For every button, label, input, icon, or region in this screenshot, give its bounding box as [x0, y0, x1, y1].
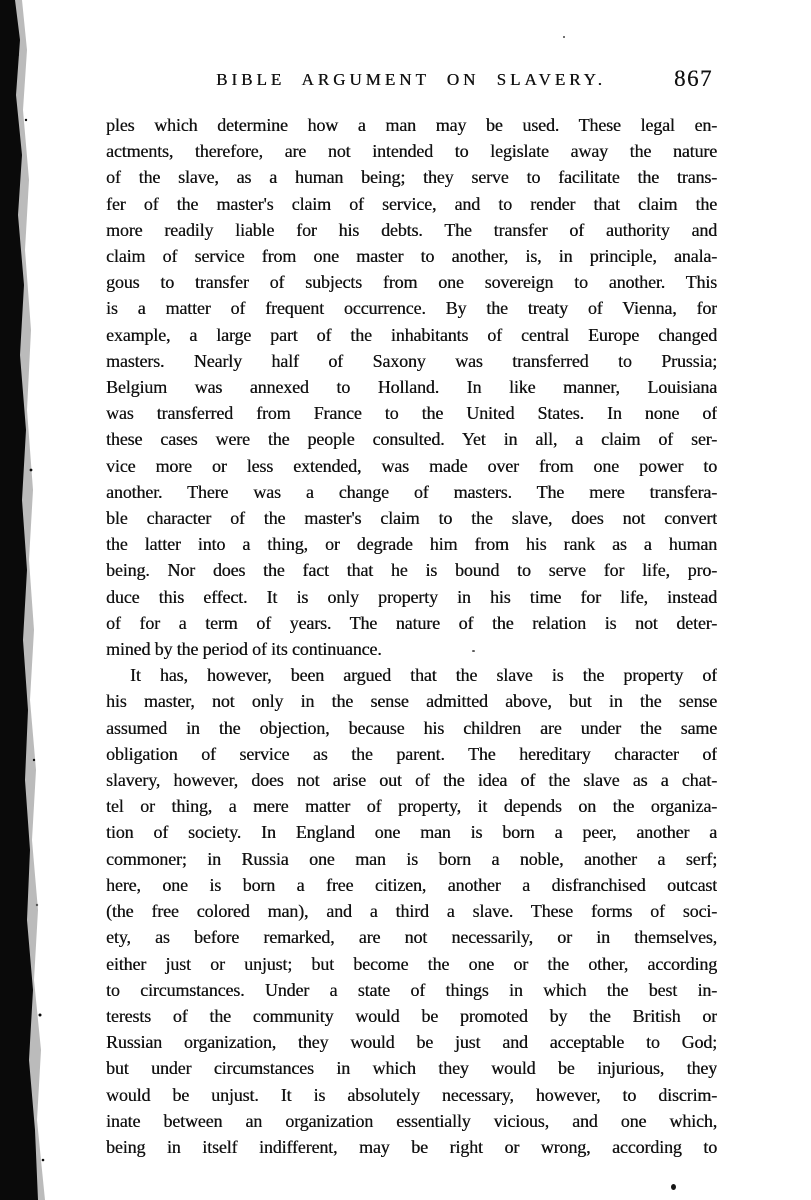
- text-line: (the free colored man), and a third a slave. These forms of soci-: [106, 901, 717, 922]
- text-line: the latter into a thing, or degrade him from his rank as a human: [106, 534, 717, 555]
- text-line: tion of society. In England one man is born a peer, another a: [106, 822, 717, 843]
- text-line: mined by the period of its continuance.: [106, 639, 382, 660]
- text-line: being. Nor does the fact that he is bound to serve for life, pro-: [106, 560, 717, 581]
- text-line: would be unjust. It is absolutely necessary, however, to discrim-: [106, 1084, 717, 1105]
- text-line: to circumstances. Under a state of things in which the best in-: [106, 979, 717, 1000]
- text-line: ples which determine how a man may be used. These legal en-: [106, 115, 717, 135]
- page-body: [106, 112, 717, 1160]
- text-line: masters. Nearly half of Saxony was transferred to Prussia;: [106, 350, 717, 371]
- text-line: duce this effect. It is only property in his time for life, instead: [106, 586, 717, 607]
- text-line: but under circumstances in which they would be injurious, they: [106, 1058, 717, 1079]
- text-line: is a matter of frequent occurrence. By the treaty of Vienna, for: [106, 298, 717, 319]
- text-line: claim of service from one master to another, is, in principle, anala-: [106, 246, 717, 267]
- text-line: obligation of service as the parent. The hereditary character of: [106, 743, 717, 764]
- paragraph: [106, 112, 717, 662]
- text-line: ety, as before remarked, are not necessarily, or in themselves,: [106, 927, 717, 948]
- header-title: BIBLE ARGUMENT ON SLAVERY.: [216, 70, 606, 89]
- text-line: commoner; in Russia one man is born a noble, another a serf;: [106, 848, 717, 869]
- ink-speck: [563, 36, 565, 38]
- text-line: being in itself indifferent, may be right or wrong, according to: [106, 1136, 717, 1157]
- text-line: was transferred from France to the United States. In none of: [106, 403, 717, 424]
- text-line: his master, not only in the sense admitted above, but in the sense: [106, 691, 717, 712]
- page-number: 867: [674, 66, 713, 91]
- running-header: [105, 64, 717, 96]
- text-line: Belgium was annexed to Holland. In like manner, Louisiana: [106, 377, 717, 398]
- ink-speck: [472, 650, 475, 652]
- text-line: either just or unjust; but become the one or the other, according: [106, 953, 717, 974]
- text-line: fer of the master's claim of service, and to render that claim the: [106, 193, 717, 214]
- text-line: ble character of the master's claim to the slave, does not convert: [106, 508, 717, 529]
- text-line: actments, therefore, are not intended to legislate away the nature: [106, 141, 717, 162]
- text-line: tel or thing, a mere matter of property, it depends on the organiza-: [106, 796, 717, 817]
- text-line: vice more or less extended, was made over from one power to: [106, 455, 717, 476]
- ink-speck: [671, 1184, 676, 1190]
- text-line: of for a term of years. The nature of the relation is not deter-: [106, 612, 717, 633]
- text-line: gous to transfer of subjects from one sovereign to another. This: [106, 272, 717, 293]
- text-line: Russian organization, they would be just and acceptable to God;: [106, 1032, 717, 1053]
- text-line: of the slave, as a human being; they serve to facilitate the trans-: [106, 167, 717, 188]
- text-line: inate between an organization essentially vicious, and one which,: [106, 1110, 717, 1131]
- text-line: more readily liable for his debts. The transfer of authority and: [106, 219, 717, 240]
- text-line: here, one is born a free citizen, another a disfranchised outcast: [106, 874, 717, 895]
- text-line: terests of the community would be promoted by the British or: [106, 1005, 717, 1026]
- binding-gutter-shadow: [0, 0, 50, 1200]
- text-line: another. There was a change of masters. The mere transfera-: [106, 481, 717, 502]
- text-line: slavery, however, does not arise out of the idea of the slave as a chat-: [106, 770, 717, 791]
- text-line: these cases were the people consulted. Yet in all, a claim of ser-: [106, 429, 717, 450]
- text-line: example, a large part of the inhabitants of central Europe changed: [106, 324, 717, 345]
- paragraph: [106, 662, 717, 1160]
- text-line: assumed in the objection, because his children are under the same: [106, 717, 717, 738]
- text-line: It has, however, been argued that the slave is the property of: [130, 665, 717, 686]
